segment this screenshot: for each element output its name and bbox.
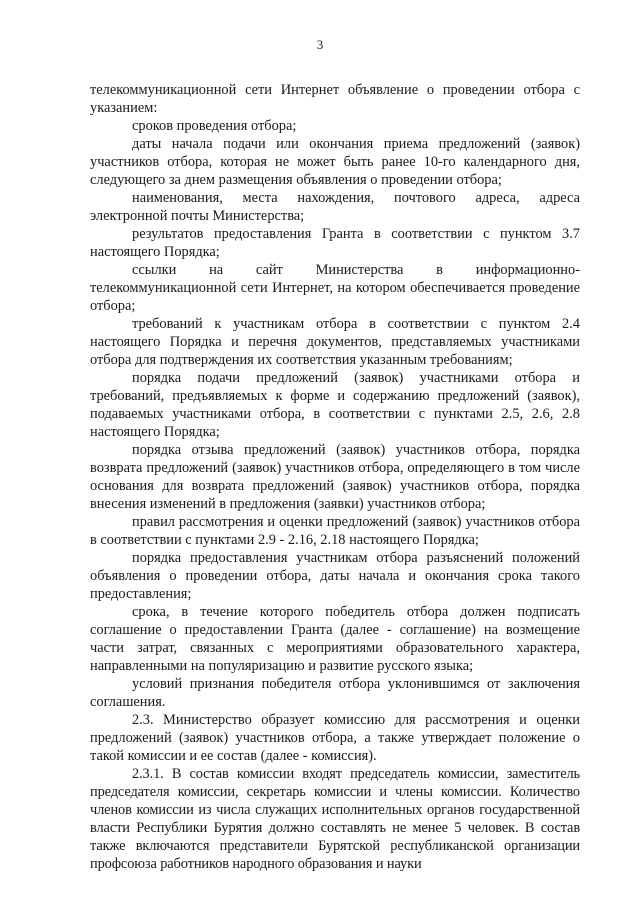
paragraph-submission-procedure: порядка подачи предложений (заявок) участниками отбора и требований, предъявляемых к форме и содержанию предложений (заявок), подаваемых участниками отбора, в соответствии с пунктами 2.5, 2.6, 2.8 настоящего Порядка; [90, 370, 580, 440]
paragraph-section-2-3: 2.3. Министерство образует комиссию для рассмотрения и оценки предложений (заявок) участников отбора, а также утверждает положение о такой комиссии и ее состав (далее - комиссия). [90, 712, 580, 764]
paragraph-agreement-deadline: срока, в течение которого победитель отбора должен подписать соглашение о предоставлении Гранта (далее - соглашение) на возмещение части затрат, связанных с мероприятиями образовательного характера, направленными на популяризацию и развитие русского языка; [90, 604, 580, 674]
page-number: 3 [316, 37, 324, 52]
paragraph-withdrawal-procedure: порядка отзыва предложений (заявок) участников отбора, порядка возврата предложений (заявок) участников отбора, определяющего в том числе основания для возврата предложений (заявок) участников отбора, порядка внесения изменений в предложения (заявки) участников отбора; [90, 442, 580, 512]
paragraph-selection-dates: сроков проведения отбора; [132, 118, 297, 134]
paragraph-clarification-procedure: порядка предоставления участникам отбора разъяснений положений объявления о проведении отбора, даты начала и окончания срока такого предоставления; [90, 550, 580, 602]
paragraph-continuation: телекоммуникационной сети Интернет объявление о проведении отбора с указанием: [90, 82, 580, 116]
paragraph-section-2-3-1: 2.3.1. В состав комиссии входят председатель комиссии, заместитель председателя комиссии, секретарь комиссии и члены комиссии. Количество членов комиссии из числа служащих исполнительных органов государственной власти Республики Бурятия должно составлять не менее 5 человек. В состав также включаются представители Бурятской республиканской организации профсоюза работников народного образования и науки [90, 766, 580, 872]
paragraph-ministry-contacts: наименования, места нахождения, почтового адреса, адреса электронной почты Министерства; [90, 190, 580, 224]
paragraph-application-dates: даты начала подачи или окончания приема предложений (заявок) участников отбора, которая не может быть ранее 10-го календарного дня, следующего за днем размещения объявления о проведении отбора; [90, 136, 580, 188]
paragraph-grant-results: результатов предоставления Гранта в соответствии с пунктом 3.7 настоящего Порядка; [90, 226, 580, 260]
paragraph-website-links: ссылки на сайт Министерства в информационно-телекоммуникационной сети Интернет, на котором обеспечивается проведение отбора; [90, 262, 580, 314]
document-body [90, 81, 580, 873]
paragraph-evasion-conditions: условий признания победителя отбора уклонившимся от заключения соглашения. [90, 676, 580, 710]
paragraph-participant-requirements: требований к участникам отбора в соответствии с пунктом 2.4 настоящего Порядка и перечня документов, представляемых участниками отбора для подтверждения их соответствия указанным требованиям; [90, 316, 580, 368]
paragraph-evaluation-rules: правил рассмотрения и оценки предложений (заявок) участников отбора в соответствии с пунктами 2.9 - 2.16, 2.18 настоящего Порядка; [90, 514, 580, 548]
